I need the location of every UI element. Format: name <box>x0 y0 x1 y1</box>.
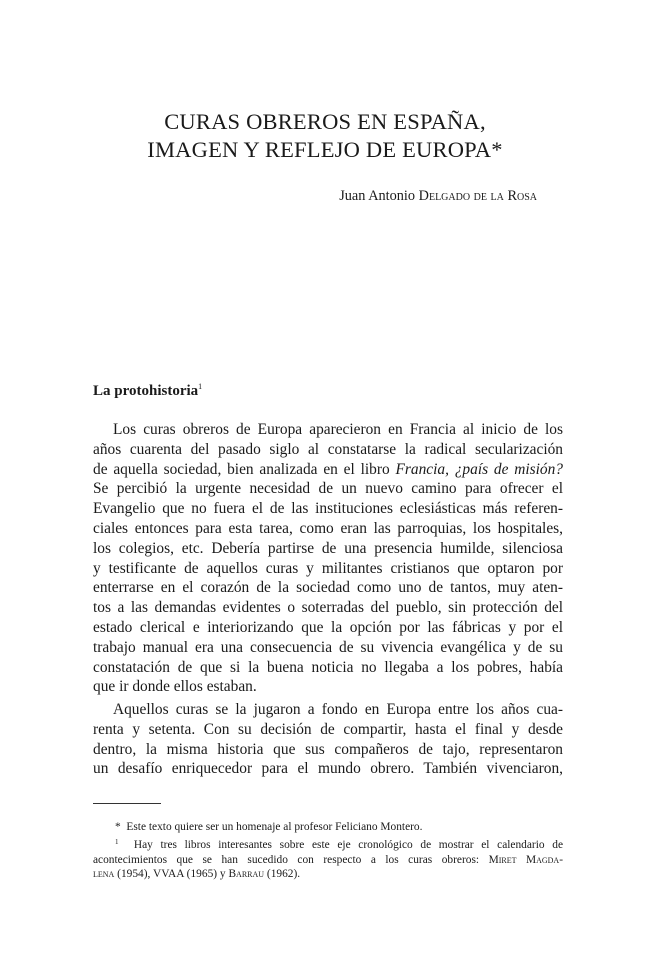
article-title <box>0 108 650 164</box>
footnote-ref-1: 1 <box>198 382 203 391</box>
book-title-italic: Francia, ¿país de misión? <box>395 460 563 478</box>
footnote-line <box>93 867 563 882</box>
author-first-name: Juan Antonio <box>339 188 416 204</box>
paragraph-line: años cuarenta del pasado siglo al constatarse la radical secularización <box>93 440 563 458</box>
author-name <box>339 188 537 205</box>
paragraph-line: trabajo manual era una consecuencia de su vivencia evangélica y de su <box>93 638 563 656</box>
footnote-1 <box>93 835 563 882</box>
paragraph-line: que ir donde ellos estaban. <box>93 678 257 696</box>
footnote-line <box>93 835 563 853</box>
paragraph-line: y testificante de aquellos curas y militantes cristianos que optaron por <box>93 559 563 577</box>
footnote-separator <box>93 803 161 804</box>
paragraph-line: un desafío enriquecedor para el mundo obrero. También vivenciaron, <box>93 760 563 778</box>
paragraph-line: los colegios, etc. Debería partirse de una presencia humilde, silenciosa <box>93 539 563 557</box>
author-surname: Delgado de la Rosa <box>418 188 537 204</box>
paragraph-2 <box>93 700 563 779</box>
footnote-line <box>93 853 563 868</box>
paragraph-line: tos a las demandas evidentes o soterradas del pueblo, sin protección del <box>93 599 563 617</box>
paragraph-line: ciales entonces para esta tarea, como eran las parroquias, los hospitales, <box>93 519 563 537</box>
footnote-ref-author: Barrau <box>228 868 265 881</box>
footnote-ref-author: lena <box>93 868 115 881</box>
paragraph-1 <box>93 420 563 697</box>
footnote-text: acontecimientos que se han sucedido con respecto a los curas obreros: <box>93 853 489 866</box>
paragraph-line: Los curas obreros de Europa aparecieron en Francia al inicio de los <box>113 421 563 438</box>
line-text: de aquella sociedad, bien analizada en el libro <box>93 460 396 478</box>
footnote-line <box>93 820 563 835</box>
title-line-2: IMAGEN Y REFLEJO DE EUROPA* <box>147 137 503 162</box>
paragraph-line: Evangelio que no fuera el de las instituciones eclesiásticas más referen- <box>93 500 563 518</box>
paragraph-line: Se percibió la urgente necesidad de un nuevo camino para ofrecer el <box>93 480 563 498</box>
footnote-text: Este texto quiere ser un homenaje al profesor Feliciano Montero. <box>126 821 423 833</box>
paragraph-line: enterrarse en el corazón de la sociedad como uno de tantos, muy aten- <box>93 579 563 597</box>
paragraph-line: renta y setenta. Con su decisión de compartir, hasta el final y desde <box>93 720 563 738</box>
paragraph-line: Aquellos curas se la jugaron a fondo en Europa entre los años cua- <box>113 701 563 718</box>
footnote-mark: 1 <box>115 838 119 846</box>
section-heading-text: La protohistoria <box>93 383 199 399</box>
footnote-text: (1962). <box>264 868 301 881</box>
section-heading <box>93 382 202 400</box>
title-line-1: CURAS OBREROS EN ESPAÑA, <box>164 109 486 134</box>
paragraph-line: estado clerical e interiorizando que la opción por las fábricas y por el <box>93 618 563 636</box>
footnote-text: (1954), VVAA (1965) y <box>114 868 229 881</box>
paragraph-line: constatación de que si la buena noticia no llegaba a los pobres, había <box>93 658 563 676</box>
footnote-star <box>93 820 563 835</box>
footnote-ref-author: Miret Magda- <box>488 853 564 866</box>
paragraph-line: dentro, la misma historia que sus compañeros de tajo, representaron <box>93 740 563 758</box>
footnote-text: Hay tres libros interesantes sobre este eje cronológico de mostrar el calendario de <box>133 839 563 851</box>
paragraph-line <box>93 460 563 480</box>
footnote-mark: * <box>115 821 121 833</box>
